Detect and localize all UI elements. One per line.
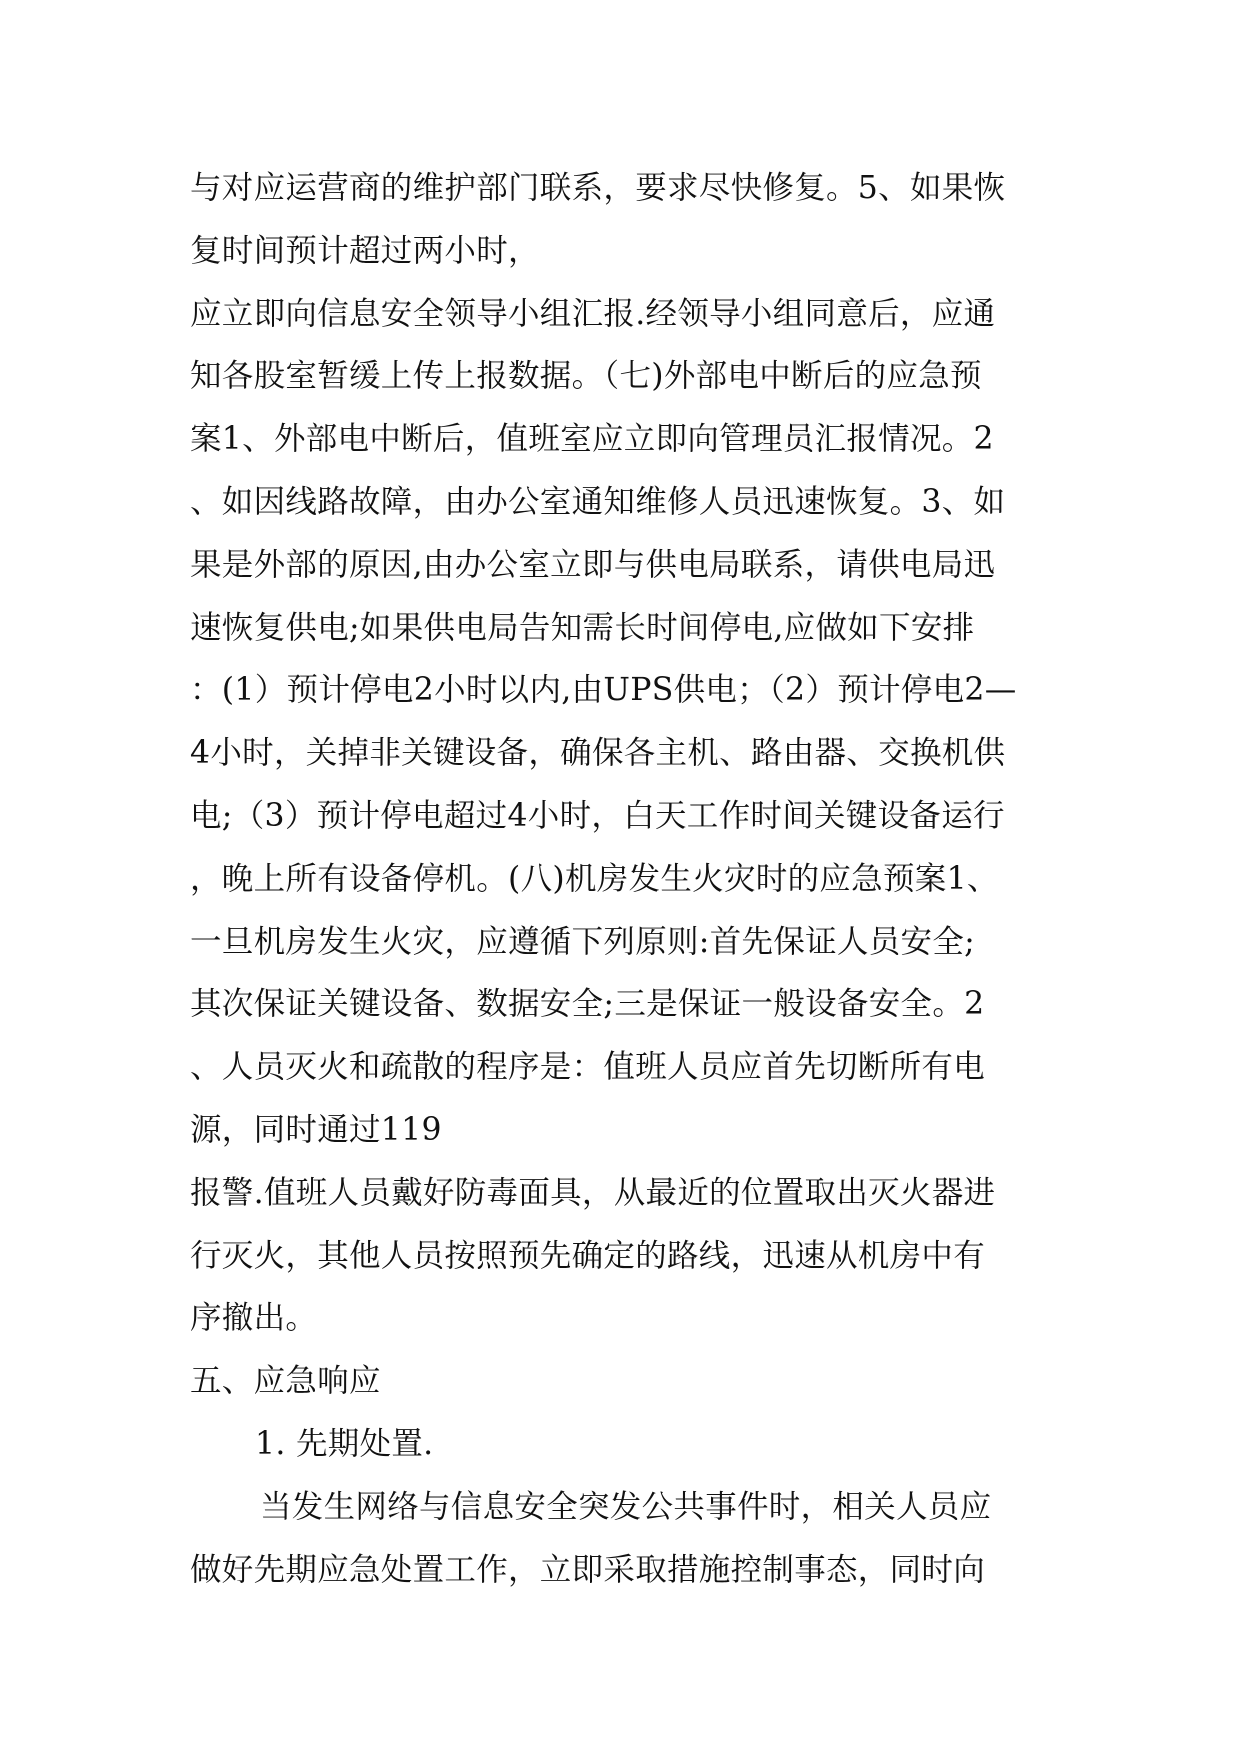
text-line: ，晚上所有设备停机。(八)机房发生火灾时的应急预案1、 bbox=[190, 860, 999, 897]
text-line: 4小时，关掉非关键设备，确保各主机、路由器、交换机供 bbox=[190, 735, 1006, 772]
text-line: 、如因线路故障，由办公室通知维修人员迅速恢复。3、如 bbox=[190, 483, 1006, 520]
text-line: 电;（3）预计停电超过4小时，白天工作时间关键设备运行 bbox=[190, 797, 1005, 834]
text-line: 果是外部的原因,由办公室立即与供电局联系，请供电局迅 bbox=[190, 546, 996, 583]
text-line: 案1、外部电中断后，值班室应立即向管理员汇报情况。2 bbox=[190, 421, 994, 458]
text-line: 与对应运营商的维护部门联系，要求尽快修复。5、如果恢 bbox=[190, 170, 1006, 206]
text-line: 报警.值班人员戴好防毒面具，从最近的位置取出灭火器进 bbox=[190, 1174, 996, 1211]
section-heading: 五、应急响应 bbox=[190, 1363, 381, 1400]
text-line: 应立即向信息安全领导小组汇报.经领导小组同意后，应通 bbox=[190, 295, 996, 332]
document-body bbox=[190, 157, 1052, 1601]
text-line: 、人员灭火和疏散的程序是：值班人员应首先切断所有电 bbox=[190, 1049, 986, 1086]
text-line: 做好先期应急处置工作，立即采取措施控制事态，同时向 bbox=[190, 1551, 986, 1588]
text-line: 复时间预计超过两小时， bbox=[190, 232, 540, 269]
text-line: 其次保证关键设备、数据安全;三是保证一般设备安全。2 bbox=[190, 986, 985, 1023]
text-line: 一旦机房发生火灾，应遵循下列原则:首先保证人员安全; bbox=[190, 923, 976, 960]
text-line: 源，同时通过119 bbox=[190, 1111, 442, 1148]
text-line: 速恢复供电;如果供电局告知需长时间停电,应做如下安排 bbox=[190, 609, 975, 646]
subsection-heading: 1. 先期处置. bbox=[255, 1425, 434, 1462]
text-line: 知各股室暂缓上传上报数据。（七)外部电中断后的应急预 bbox=[190, 358, 982, 395]
text-line: ：(1）预计停电2小时以内,由UPS供电；（2）预计停电2— bbox=[190, 672, 1017, 709]
paragraph-first-line: 当发生网络与信息安全突发公共事件时，相关人员应 bbox=[260, 1488, 992, 1525]
text-line: 序撤出。 bbox=[190, 1300, 318, 1337]
text-line: 行灭火，其他人员按照预先确定的路线，迅速从机房中有 bbox=[190, 1237, 986, 1274]
